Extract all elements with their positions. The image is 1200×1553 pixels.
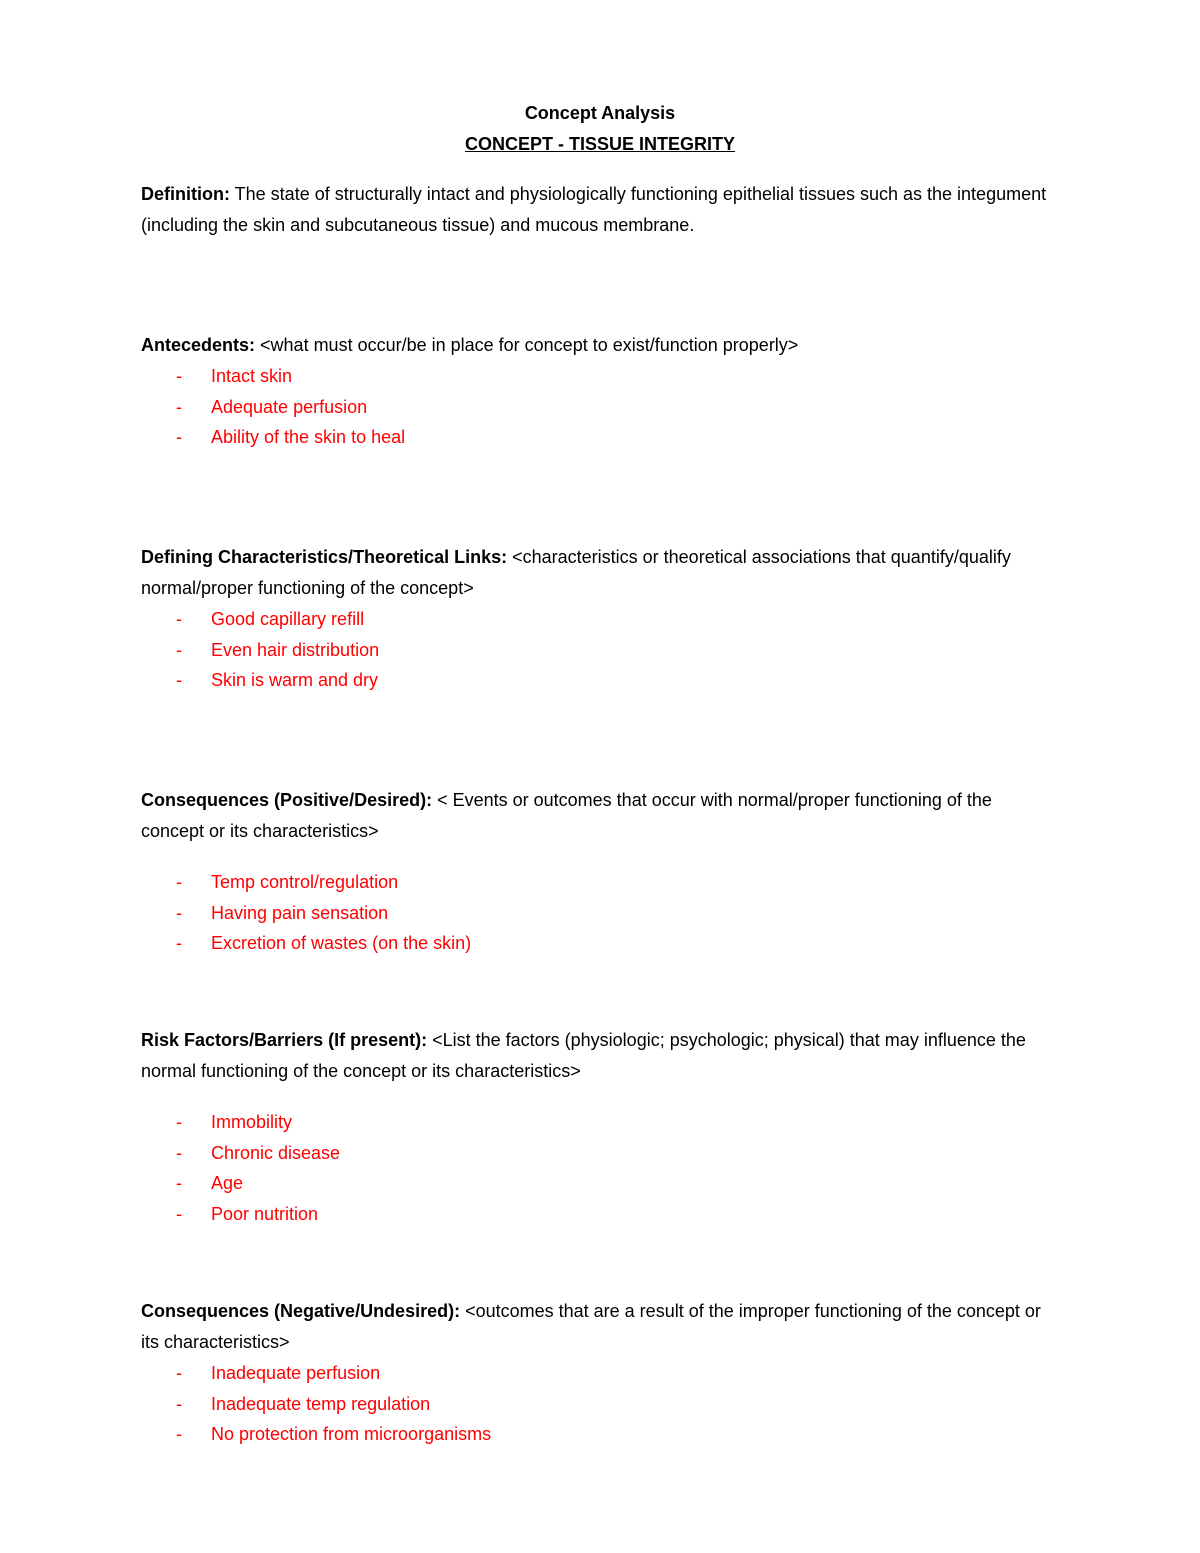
- definition-label: Definition:: [141, 184, 230, 204]
- antecedents-paragraph: [141, 330, 1051, 361]
- spacer: [141, 847, 1051, 867]
- list-item: - Immobility: [141, 1107, 1051, 1138]
- positive-consequences-text: < Events or outcomes that occur with normal/proper functioning of the concept or its characteristics>: [141, 790, 992, 841]
- antecedents-label: Antecedents:: [141, 335, 256, 355]
- risk-factors-paragraph: [141, 1025, 1051, 1087]
- negative-consequences-text: <outcomes that are a result of the improper functioning of the concept or its characteristics>: [141, 1301, 1041, 1352]
- list-item: - Excretion of wastes (on the skin): [141, 928, 1051, 959]
- positive-consequences-paragraph: [141, 785, 1051, 847]
- list-item: - Intact skin: [141, 361, 1051, 392]
- negative-consequences-paragraph: [141, 1296, 1051, 1358]
- list-item: - Chronic disease: [141, 1138, 1051, 1169]
- list-item: - Having pain sensation: [141, 898, 1051, 929]
- list-item: - No protection from microorganisms: [141, 1419, 1051, 1450]
- list-item: - Skin is warm and dry: [141, 665, 1051, 696]
- list-item: - Ability of the skin to heal: [141, 422, 1051, 453]
- risk-factors-section: [141, 1025, 1051, 1229]
- antecedents-list: [141, 361, 1051, 453]
- spacer: [141, 1087, 1051, 1107]
- document-title: Concept Analysis: [524, 103, 676, 123]
- list-item: - Inadequate temp regulation: [141, 1389, 1051, 1420]
- positive-consequences-label: Consequences (Positive/Desired):: [141, 790, 433, 810]
- definition-text: The state of structurally intact and physiologically functioning epithelial tissues such as the integument (including the skin and subcutaneous tissue) and mucous membrane.: [141, 184, 1047, 235]
- positive-consequences-section: [141, 785, 1051, 959]
- definition-paragraph: [141, 179, 1051, 241]
- defining-characteristics-list: [141, 604, 1051, 696]
- title-block: [0, 98, 1200, 160]
- list-item: - Inadequate perfusion: [141, 1358, 1051, 1389]
- definition-section: [141, 179, 1051, 241]
- list-item: - Age: [141, 1168, 1051, 1199]
- list-item: - Poor nutrition: [141, 1199, 1051, 1230]
- defining-characteristics-label: Defining Characteristics/Theoretical Links:: [141, 547, 508, 567]
- defining-characteristics-paragraph: [141, 542, 1051, 604]
- defining-characteristics-section: [141, 542, 1051, 696]
- risk-factors-label: Risk Factors/Barriers (If present):: [141, 1030, 428, 1050]
- antecedents-section: [141, 330, 1051, 453]
- list-item: - Temp control/regulation: [141, 867, 1051, 898]
- risk-factors-text: <List the factors (physiologic; psychologic; physical) that may influence the normal functioning of the concept or its characteristics>: [141, 1030, 1026, 1081]
- risk-factors-list: [141, 1107, 1051, 1229]
- negative-consequences-section: [141, 1296, 1051, 1450]
- list-item: - Adequate perfusion: [141, 392, 1051, 423]
- antecedents-text: <what must occur/be in place for concept to exist/function properly>: [255, 335, 799, 355]
- document-subtitle: CONCEPT - TISSUE INTEGRITY: [464, 134, 736, 154]
- defining-characteristics-text: <characteristics or theoretical associations that quantify/qualify normal/proper functioning of the concept>: [141, 547, 1011, 598]
- negative-consequences-label: Consequences (Negative/Undesired):: [141, 1301, 461, 1321]
- positive-consequences-list: [141, 867, 1051, 959]
- list-item: - Good capillary refill: [141, 604, 1051, 635]
- negative-consequences-list: [141, 1358, 1051, 1450]
- list-item: - Even hair distribution: [141, 635, 1051, 666]
